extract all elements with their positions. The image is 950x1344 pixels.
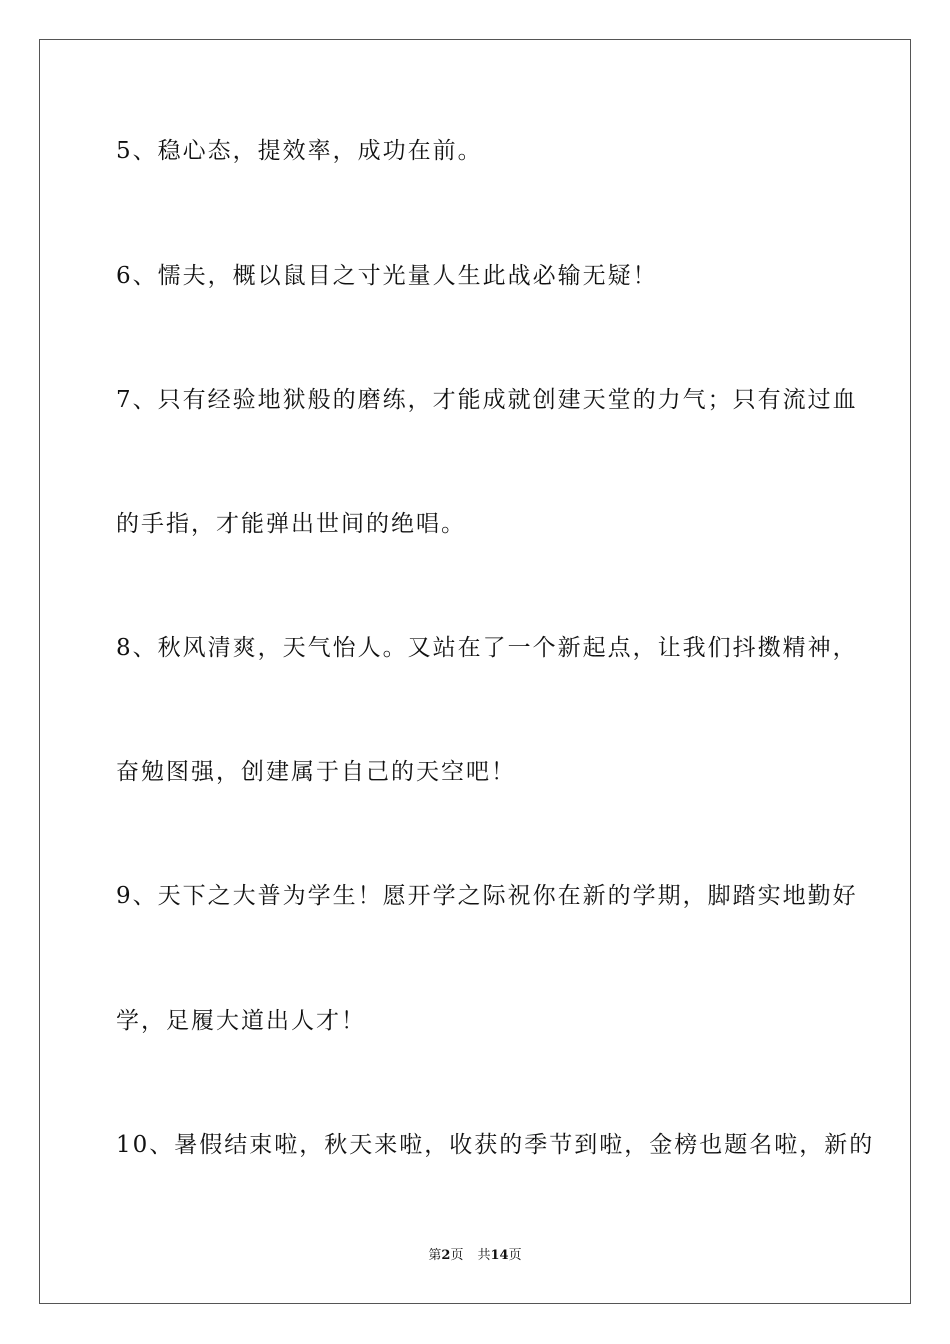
text-line: 6、懦夫，概以鼠目之寸光量人生此战必输无疑！ [116, 263, 658, 289]
text-line: 的手指，才能弹出世间的绝唱。 [116, 511, 466, 537]
page-prefix: 第 [428, 1248, 442, 1263]
text-line: 10、暑假结束啦，秋天来啦，收获的季节到啦，金榜也题名啦，新的 [116, 1132, 875, 1158]
total-suffix: 页 [508, 1248, 522, 1263]
text-line: 7、只有经验地狱般的磨练，才能成就创建天堂的力气；只有流过血 [116, 387, 858, 413]
text-line: 9、天下之大普为学生！愿开学之际祝你在新的学期，脚踏实地勤好 [116, 883, 858, 909]
text-line: 奋勉图强，创建属于自己的天空吧！ [116, 759, 516, 785]
page-frame [39, 39, 911, 1304]
text-line: 8、秋风清爽，天气怡人。又站在了一个新起点，让我们抖擞精神， [116, 635, 858, 661]
text-line: 学，足履大道出人才！ [116, 1008, 366, 1034]
page-footer [0, 1247, 950, 1265]
page-suffix: 页 [450, 1248, 464, 1263]
page-number: 2 [441, 1248, 451, 1263]
total-prefix: 共 [477, 1248, 491, 1263]
text-line: 5、稳心态，提效率，成功在前。 [116, 138, 483, 164]
total-pages: 14 [490, 1248, 509, 1263]
